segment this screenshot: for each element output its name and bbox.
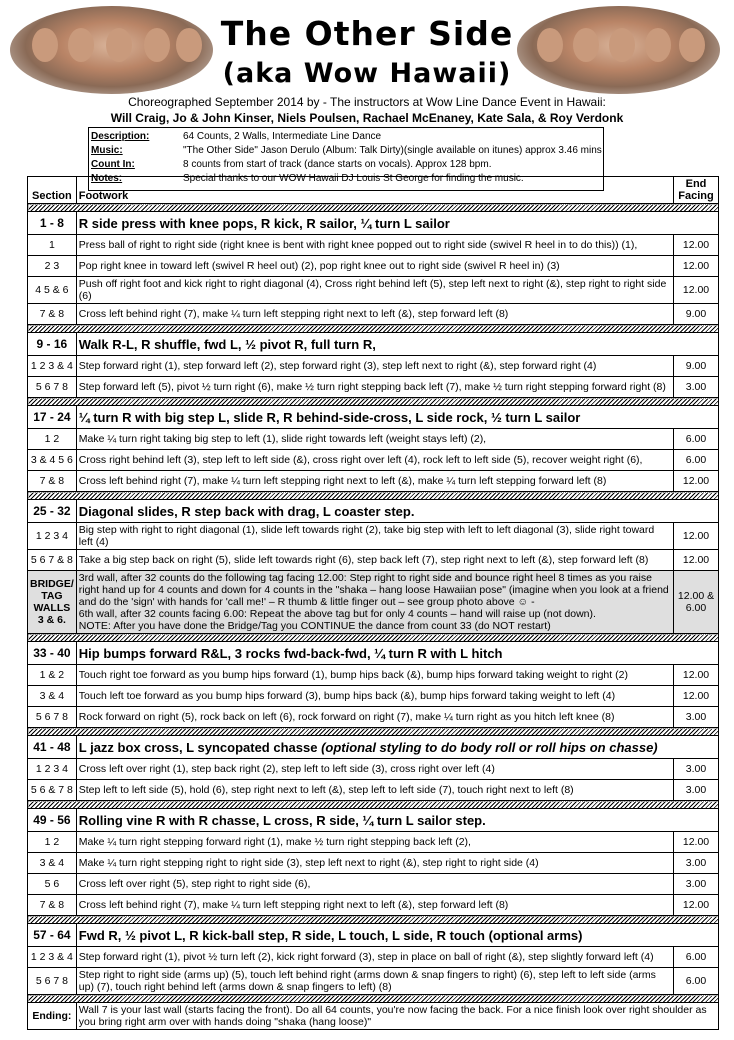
section-title-text: L jazz box cross, L syncopated chasse <box>78 739 318 755</box>
section-range: 9 - 16 <box>28 333 77 356</box>
step-row <box>28 759 719 780</box>
step-description: Cross right behind left (3), step left to left side (&), cross right over left (4), rock left to left side (5), recover weight right (6), <box>76 450 673 471</box>
section-title <box>76 924 718 947</box>
bridge-label: BRIDGE/ TAG WALLS 3 & 6. <box>28 571 77 634</box>
description-value: 64 Counts, 2 Walls, Intermediate Line Dance <box>183 131 382 142</box>
step-row <box>28 523 719 550</box>
section-header-row <box>28 212 719 235</box>
step-description: Cross left over right (5), step right to right side (6), <box>76 874 673 895</box>
music-label: Music: <box>91 145 123 156</box>
step-count: 7 & 8 <box>28 471 77 492</box>
step-facing: 3.00 <box>674 874 719 895</box>
divider-cell <box>28 728 719 736</box>
dance-subtitle: (aka Wow Hawaii) <box>222 58 512 89</box>
step-row <box>28 471 719 492</box>
step-description: Big step with right to right diagonal (1), slide left towards right (2), take big step with left to left diagonal (3), slide right toward left (4) <box>76 523 673 550</box>
step-description: Step forward right (1), step forward left (2), step forward right (3), step left next to right (&), step forward right (4) <box>76 356 673 377</box>
section-title <box>76 212 718 235</box>
step-facing: 3.00 <box>674 377 719 398</box>
step-count: 4 5 & 6 <box>28 277 77 304</box>
step-facing: 12.00 <box>674 686 719 707</box>
count-in-label: Count In: <box>91 159 135 170</box>
notes-label: Notes: <box>91 173 123 184</box>
step-description: Step forward left (5), pivot ½ turn right (6), make ½ turn right stepping back left (7), make ½ turn right stepping forward right (8) <box>76 377 673 398</box>
section-divider <box>28 728 719 736</box>
step-description: Cross left over right (1), step back right (2), step left to left side (3), cross right over left (4) <box>76 759 673 780</box>
notes-value: Special thanks to our WOW Hawaii DJ Louis St George for finding the music. <box>183 173 524 184</box>
step-row <box>28 968 719 995</box>
divider-cell <box>28 325 719 333</box>
section-title-text: Diagonal slides, R step back with drag, L coaster step. <box>78 503 415 519</box>
section-title-text: R side press with knee pops, R kick, R sailor, ¼ turn L sailor <box>78 215 450 231</box>
footwork-header: Footwork <box>76 177 673 204</box>
step-row <box>28 277 719 304</box>
step-description: Step right to right side (arms up) (5), touch left behind right (arms down & snap fingers to right) (6), step left to left side (arms up) (7), touch right behind left (arms down & snap fingers to left) (8) <box>76 968 673 995</box>
step-count: 3 & 4 5 6 <box>28 450 77 471</box>
step-count: 5 6 7 8 <box>28 968 77 995</box>
section-title-text: ¼ turn R with big step L, slide R, R behind-side-cross, L side rock, ½ turn L sailor <box>78 409 581 425</box>
bridge-tag-row <box>28 571 719 634</box>
step-facing: 9.00 <box>674 356 719 377</box>
step-count: 7 & 8 <box>28 304 77 325</box>
step-facing: 3.00 <box>674 780 719 801</box>
instructor-names: Will Craig, Jo & John Kinser, Niels Poulsen, Rachael McEnaney, Kate Sala, & Roy Verdonk <box>110 111 624 125</box>
step-count: 1 <box>28 235 77 256</box>
step-row <box>28 780 719 801</box>
step-facing: 12.00 <box>674 235 719 256</box>
step-facing: 12.00 <box>674 471 719 492</box>
step-row <box>28 895 719 916</box>
step-count: 3 & 4 <box>28 853 77 874</box>
step-facing: 12.00 <box>674 832 719 853</box>
step-facing: 12.00 <box>674 523 719 550</box>
section-header-row <box>28 406 719 429</box>
step-facing: 12.00 <box>674 895 719 916</box>
step-row <box>28 947 719 968</box>
divider-cell <box>28 916 719 924</box>
step-facing: 12.00 <box>674 277 719 304</box>
section-range: 33 - 40 <box>28 642 77 665</box>
section-divider <box>28 204 719 212</box>
step-count: 5 6 7 & 8 <box>28 550 77 571</box>
step-row <box>28 450 719 471</box>
step-description: Cross left behind right (7), make ¼ turn left stepping right next to left (&), make ¼ turn left stepping forward left (8) <box>76 471 673 492</box>
step-description: Rock forward on right (5), rock back on left (6), rock forward on right (7), make ¼ turn right as you hitch left knee (8) <box>76 707 673 728</box>
section-title <box>76 642 718 665</box>
section-title <box>76 736 718 759</box>
step-row <box>28 377 719 398</box>
section-divider <box>28 398 719 406</box>
step-count: 5 6 7 8 <box>28 377 77 398</box>
count-in-value: 8 counts from start of track (dance starts on vocals). Approx 128 bpm. <box>183 159 492 170</box>
section-title-text: Fwd R, ½ pivot L, R kick-ball step, R side, L touch, L side, R touch (optional arms) <box>78 927 583 943</box>
section-header-row <box>28 736 719 759</box>
ending-row <box>28 1003 719 1030</box>
step-row <box>28 235 719 256</box>
step-description: Touch right toe forward as you bump hips forward (1), bump hips back (&), bump hips forward taking weight to right (2) <box>76 665 673 686</box>
step-row <box>28 429 719 450</box>
section-title-text: Hip bumps forward R&L, 3 rocks fwd-back-fwd, ¼ turn R with L hitch <box>78 645 503 661</box>
step-count: 3 & 4 <box>28 686 77 707</box>
section-range: 25 - 32 <box>28 500 77 523</box>
step-row <box>28 853 719 874</box>
step-description: Cross left behind right (7), make ¼ turn left stepping right next to left (&), step forward left (8) <box>76 895 673 916</box>
step-row <box>28 550 719 571</box>
choreographer-credit: Choreographed September 2014 by - The instructors at Wow Line Dance Event in Hawaii: <box>128 95 606 109</box>
section-title <box>76 500 718 523</box>
step-facing: 12.00 <box>674 256 719 277</box>
step-row <box>28 686 719 707</box>
bridge-line: 3rd wall, after 32 counts do the following tag facing 12.00: Step right to right side and bounce right heel 8 times as you raise right hand up for 4 counts and down for 4 counts in the "shaka – hang loose Hawaiian pose" (imagine when you look at a friend and do the 'sign' with hands for 'call me!' – R thumb & little finger out – see group photo above ☺ - <box>78 572 669 608</box>
step-description: Make ¼ turn right stepping right to right side (3), step left next to right (&), step right to right side (4) <box>76 853 673 874</box>
divider-cell <box>28 801 719 809</box>
dance-title: The Other Side <box>220 14 514 53</box>
section-divider <box>28 995 719 1003</box>
step-count: 2 3 <box>28 256 77 277</box>
step-description: Press ball of right to right side (right knee is bent with right knee popped out to right side (swivel R heel in to do this)) (1), <box>76 235 673 256</box>
step-count: 1 2 3 & 4 <box>28 947 77 968</box>
step-description: Push off right foot and kick right to right diagonal (4), Cross right behind left (5), step left next to right (&), step right to right side (6) <box>76 277 673 304</box>
end-facing-header: End Facing <box>674 177 719 204</box>
step-facing: 3.00 <box>674 759 719 780</box>
step-count: 1 2 <box>28 832 77 853</box>
step-count: 1 2 3 4 <box>28 759 77 780</box>
step-facing: 3.00 <box>674 853 719 874</box>
step-description: Step forward right (1), pivot ½ turn left (2), kick right forward (3), step in place on ball of right (&), step slightly forward left (4) <box>76 947 673 968</box>
section-title <box>76 406 718 429</box>
bridge-line: NOTE: After you have done the Bridge/Tag you CONTINUE the dance from count 33 (do NOT restart) <box>78 620 551 632</box>
step-description: Touch left toe forward as you bump hips forward (3), bump hips back (&), bump hips forward taking weight to left (4) <box>76 686 673 707</box>
section-divider <box>28 325 719 333</box>
step-facing: 6.00 <box>674 450 719 471</box>
section-title-text: Walk R-L, R shuffle, fwd L, ½ pivot R, full turn R, <box>78 336 376 352</box>
step-description: Make ¼ turn right taking big step to left (1), slide right towards left (weight stays left) (2), <box>76 429 673 450</box>
bridge-line: 6th wall, after 32 counts facing 6.00: Repeat the above tag but for only 4 counts – hand will raise up (not down). <box>78 608 596 620</box>
ending-text: Wall 7 is your last wall (starts facing the front). Do all 64 counts, you're now facing the back. For a nice finish look over right shoulder as you bring right arm over with hands doing "shaka (hang loose)" <box>76 1003 718 1030</box>
step-row <box>28 356 719 377</box>
section-divider <box>28 492 719 500</box>
step-sheet-table <box>27 176 719 1030</box>
divider-cell <box>28 995 719 1003</box>
section-title <box>76 333 718 356</box>
step-description: Take a big step back on right (5), slide left towards right (6), step back left (7), step right next to left (&), step forward left (8) <box>76 550 673 571</box>
section-divider <box>28 634 719 642</box>
step-facing: 12.00 <box>674 665 719 686</box>
divider-cell <box>28 204 719 212</box>
section-range: 17 - 24 <box>28 406 77 429</box>
step-count: 1 & 2 <box>28 665 77 686</box>
step-facing: 3.00 <box>674 707 719 728</box>
step-count: 1 2 3 & 4 <box>28 356 77 377</box>
step-description: Cross left behind right (7), make ¼ turn left stepping right next to left (&), step forward left (8) <box>76 304 673 325</box>
divider-cell <box>28 398 719 406</box>
section-title-optional: (optional styling to do body roll or roll hips on chasse) <box>321 739 658 755</box>
section-range: 41 - 48 <box>28 736 77 759</box>
step-facing: 6.00 <box>674 968 719 995</box>
section-range: 49 - 56 <box>28 809 77 832</box>
section-header-row <box>28 809 719 832</box>
step-count: 7 & 8 <box>28 895 77 916</box>
section-title <box>76 809 718 832</box>
section-title-text: Rolling vine R with R chasse, L cross, R side, ¼ turn L sailor step. <box>78 812 486 828</box>
step-count: 1 2 3 4 <box>28 523 77 550</box>
step-facing: 12.00 <box>674 550 719 571</box>
section-range: 1 - 8 <box>28 212 77 235</box>
step-row <box>28 707 719 728</box>
step-count: 5 6 7 8 <box>28 707 77 728</box>
step-row <box>28 304 719 325</box>
step-facing: 6.00 <box>674 429 719 450</box>
step-description: Pop right knee in toward left (swivel R heel out) (2), pop right knee out to right side (swivel R heel in) (3) <box>76 256 673 277</box>
step-row <box>28 256 719 277</box>
section-header-row <box>28 500 719 523</box>
step-count: 5 6 & 7 8 <box>28 780 77 801</box>
divider-cell <box>28 492 719 500</box>
ending-label: Ending: <box>28 1003 77 1030</box>
bridge-description <box>76 571 673 634</box>
section-header-row <box>28 333 719 356</box>
music-value: "The Other Side" Jason Derulo (Album: Talk Dirty)(single available on itunes) approx 3.46 mins <box>183 145 602 156</box>
section-divider <box>28 801 719 809</box>
divider-cell <box>28 634 719 642</box>
step-facing: 9.00 <box>674 304 719 325</box>
step-description: Step left to left side (5), hold (6), step right next to left (&), step left to left side (7), touch right next to left (8) <box>76 780 673 801</box>
step-row <box>28 665 719 686</box>
section-header: Section <box>28 177 77 204</box>
step-row <box>28 874 719 895</box>
table-header-row <box>28 177 719 204</box>
step-count: 5 6 <box>28 874 77 895</box>
section-header-row <box>28 642 719 665</box>
bridge-facing: 12.00 & 6.00 <box>674 571 719 634</box>
step-count: 1 2 <box>28 429 77 450</box>
description-label: Description: <box>91 131 150 142</box>
step-description: Make ¼ turn right stepping forward right (1), make ½ turn right stepping back left (2), <box>76 832 673 853</box>
step-facing: 6.00 <box>674 947 719 968</box>
section-divider <box>28 916 719 924</box>
step-row <box>28 832 719 853</box>
section-header-row <box>28 924 719 947</box>
section-range: 57 - 64 <box>28 924 77 947</box>
